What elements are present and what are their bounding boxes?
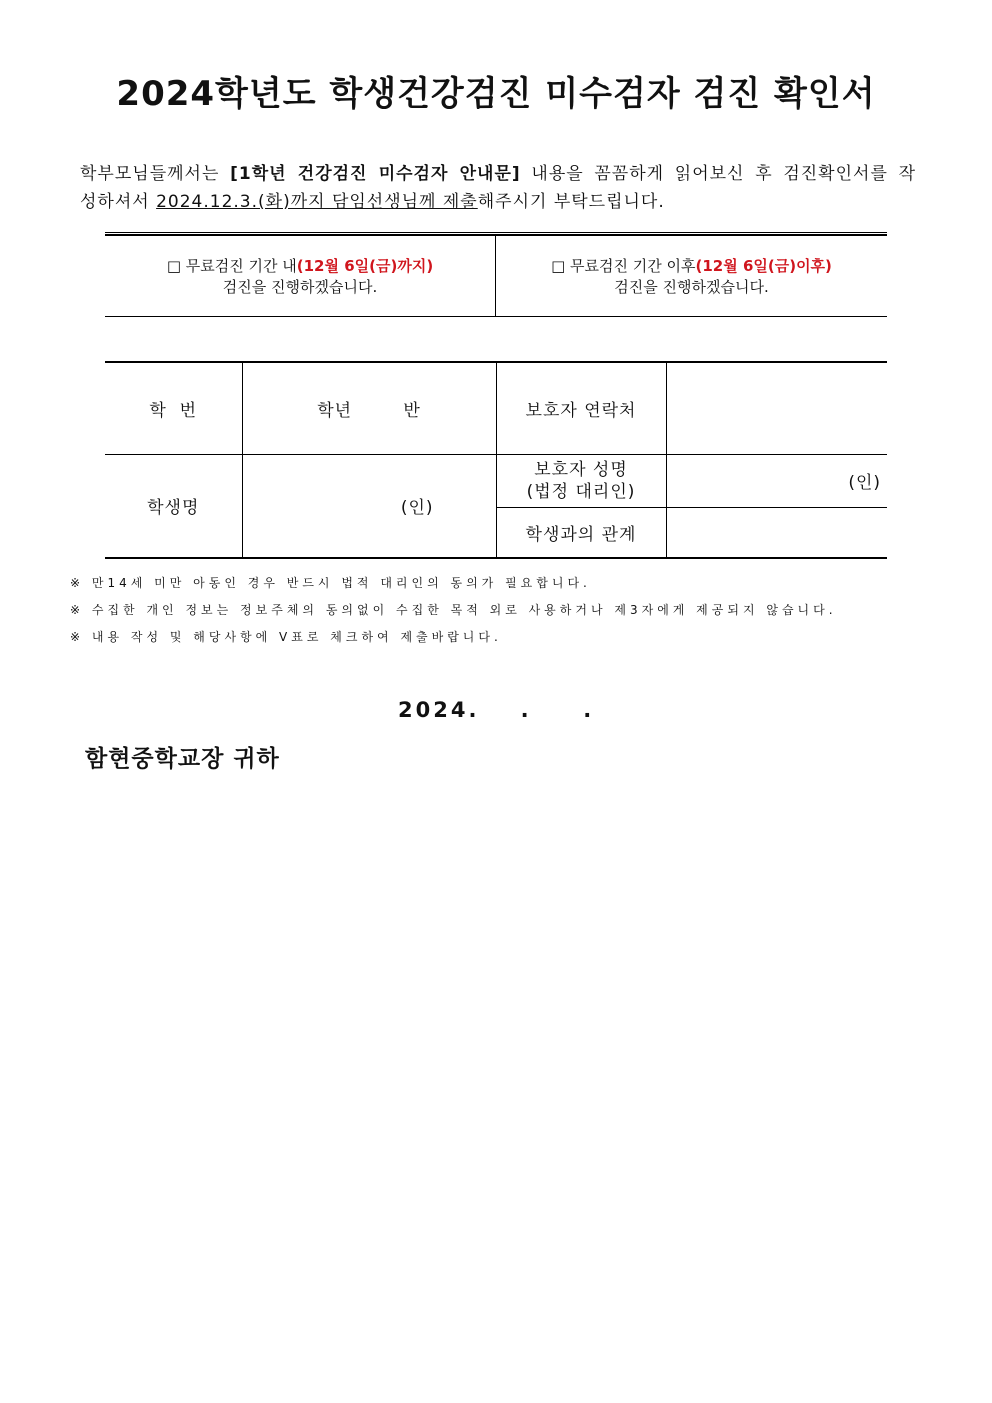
guardian-contact-field[interactable] [666, 362, 887, 454]
option2-deadline: (12월 6일(금)이후) [695, 257, 832, 275]
notes-list [70, 570, 837, 651]
guardian-name-label-line1: 보호자 성명 [534, 459, 628, 480]
student-info-table [105, 361, 887, 559]
intro-line-2 [80, 188, 916, 216]
option1-line2: 검진을 진행하겠습니다. [222, 278, 378, 296]
relationship-label: 학생과의 관계 [496, 507, 666, 558]
guardian-contact-label: 보호자 연락처 [496, 362, 666, 454]
note-item: ※ 내용 작성 및 해당사항에 V표로 체크하여 제출바랍니다. [70, 630, 502, 644]
note-item: ※ 수집한 개인 정보는 정보주체의 동의없이 수집한 목적 외로 사용하거나 제3자에게 제공되지 않습니다. [70, 603, 837, 617]
recipient-line: 함현중학교장 귀하 [85, 746, 280, 772]
exam-period-options [105, 232, 887, 317]
option2-line1 [496, 256, 887, 277]
option1-deadline: (12월 6일(금)까지) [296, 257, 434, 275]
option2-line2: 검진을 진행하겠습니다. [614, 278, 769, 296]
option1-label: 무료검진 기간 내 [181, 257, 297, 275]
intro-notice-title: [1학년 건강검진 미수검자 안내문] [230, 164, 521, 184]
intro-paragraph [80, 160, 916, 216]
signature-date: 2024. . . [398, 698, 595, 722]
page-title: 2024학년도 학생건강검진 미수검자 검진 확인서 [116, 74, 876, 114]
option1-line1 [105, 256, 495, 277]
intro-line1-suffix: 내용을 꼼꼼하게 읽어보신 후 검진확인서를 작 [520, 164, 917, 184]
intro-line-1 [80, 160, 916, 188]
guardian-seal-mark: (인) [848, 473, 881, 493]
guardian-name-label-line2: (법정 대리인) [526, 481, 636, 502]
grade-class-field[interactable]: 학년 반 [242, 362, 496, 454]
option-after-free-period[interactable] [496, 235, 887, 316]
option2-label: 무료검진 기간 이후 [565, 257, 696, 275]
option-within-free-period[interactable] [105, 235, 496, 316]
student-seal-mark: (인) [400, 498, 434, 519]
relationship-field[interactable] [666, 507, 887, 558]
note-item: ※ 만14세 미만 아동인 경우 반드시 법적 대리인의 동의가 필요합니다. [70, 576, 591, 590]
intro-deadline: 2024.12.3.(화)까지 담임선생님께 제출 [156, 192, 478, 212]
intro-line1-prefix: 학부모님들께서는 [80, 164, 231, 184]
student-number-label: 학 번 [105, 362, 242, 454]
guardian-name-field[interactable] [666, 454, 887, 507]
intro-line2-prefix: 성하셔서 [80, 192, 157, 212]
guardian-name-label [496, 454, 666, 507]
option2-checkbox[interactable]: □ [551, 257, 566, 275]
student-name-label: 학생명 [105, 454, 242, 558]
student-name-field[interactable] [242, 454, 496, 558]
intro-line2-suffix: 해주시기 부탁드립니다. [477, 192, 665, 212]
option1-checkbox[interactable]: □ [166, 257, 182, 275]
